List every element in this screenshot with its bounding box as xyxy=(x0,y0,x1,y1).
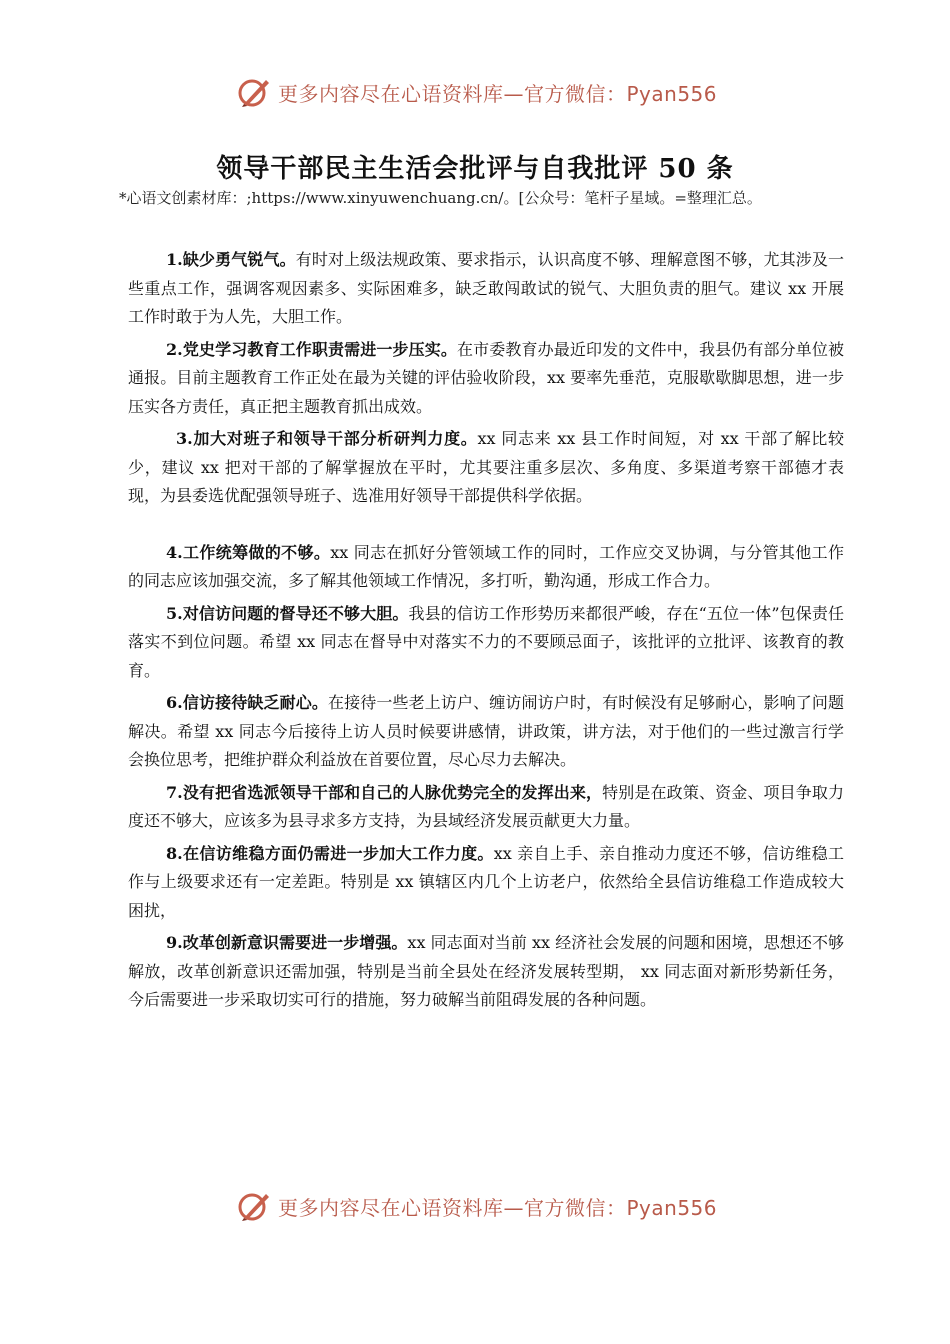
banner-text: 更多内容尽在心语资料库—官方微信：Pyan556 xyxy=(278,1195,718,1220)
item-heading: 5.对信访问题的督导还不够大胆。 xyxy=(166,603,409,623)
list-item xyxy=(128,600,844,686)
item-heading: 4.工作统筹做的不够。 xyxy=(166,542,331,562)
pen-logo-icon xyxy=(236,1188,272,1224)
list-item xyxy=(128,779,844,836)
footer-banner xyxy=(236,1186,717,1226)
item-body: 在接待一些老上访户、缠访闹访户时，有时候没有足够耐心，影响了问题解决。希望 xx 同志今后接待上访人员时候要讲感情，讲政策，讲方法，对于他们的一些过激言行学会换位思考，把维护群众利益放在首要位置，尽心尽力去解决。 xyxy=(128,693,844,769)
item-heading: 9.改革创新意识需要进一步增强。 xyxy=(166,933,408,952)
item-body: 特别是在政策、资金、项目争取力度还不够大，应该多为县寻求多方支持，为县域经济发展贡献更大力量。 xyxy=(128,782,844,830)
item-heading: 8.在信访维稳方面仍需进一步加大工作力度。 xyxy=(166,843,494,863)
item-body: xx 亲自上手、亲自推动力度还不够，信访维稳工作与上级要求还有一定差距。特别是 xx 镇辖区内几个上访老户，依然给全县信访维稳工作造成较大困扰， xyxy=(128,843,844,920)
item-body: xx 同志来 xx 县工作时间短，对 xx 干部了解比较少，建议 xx 把对干部的了解掌握放在平时，尤其要注重多层次、多角度、多渠道考察干部德才表现，为县委选优配强领导班子、选准用好领导干部提供科学依据。 xyxy=(128,429,844,505)
list-item xyxy=(128,929,844,1015)
pen-logo-icon xyxy=(236,74,272,110)
list-item xyxy=(128,425,844,511)
list-item xyxy=(128,246,844,332)
header-banner xyxy=(236,72,717,112)
item-heading: 6.信访接待缺乏耐心。 xyxy=(166,693,328,712)
item-body: 有时对上级法规政策、要求指示，认识高度不够、理解意图不够，尤其涉及一些重点工作，强调客观因素多、实际困难多，缺乏敢闯敢试的锐气、大胆负责的胆气。建议 xx 开展工作时敢于为人先，大胆工作。 xyxy=(128,250,844,326)
item-heading: 2.党史学习教育工作职责需进一步压实。 xyxy=(166,339,458,359)
item-body: xx 同志面对当前 xx 经济社会发展的问题和困境，思想还不够解放，改革创新意识还需加强，特别是当前全县处在经济发展转型期， xx 同志面对新形势新任务，今后需要进一步采取切实可行的措施，努力破解当前阻碍发展的各种问题。 xyxy=(128,933,844,1009)
document-title: 领导干部民主生活会批评与自我批评 50 条 xyxy=(216,154,734,184)
item-body: 在市委教育办最近印发的文件中，我县仍有部分单位被通报。目前主题教育工作正处在最为关键的评估验收阶段，xx 要率先垂范，克服歇歇脚思想，进一步压实各方责任，真正把主题教育抓出成效。 xyxy=(128,339,844,416)
source-note: *心语文创素材库：;https://www.xinyuwenchuang.cn/。[公众号：笔杆子星域。=整理汇总。 xyxy=(119,189,762,207)
item-body: xx 同志在抓好分管领域工作的同时，工作应交叉协调，与分管其他工作的同志应该加强交流，多了解其他领域工作情况，多打听，勤沟通，形成工作合力。 xyxy=(128,542,844,590)
list-item xyxy=(128,539,844,596)
list-item xyxy=(128,840,844,926)
criticism-list xyxy=(128,246,844,1019)
banner-text: 更多内容尽在心语资料库—官方微信：Pyan556 xyxy=(278,81,718,106)
item-heading: 7.没有把省选派领导干部和自己的人脉优势完全的发挥出来， xyxy=(166,782,603,802)
list-item xyxy=(128,336,844,422)
item-heading: 1.缺少勇气锐气。 xyxy=(166,250,296,269)
list-item xyxy=(128,689,844,775)
item-body: 我县的信访工作形势历来都很严峻，存在“五位一体”包保责任落实不到位问题。希望 xx 同志在督导中对落实不力的不要顾忌面子，该批评的立批评、该教育的教育。 xyxy=(128,603,844,680)
item-heading: 3.加大对班子和领导干部分析研判力度。 xyxy=(176,429,478,448)
